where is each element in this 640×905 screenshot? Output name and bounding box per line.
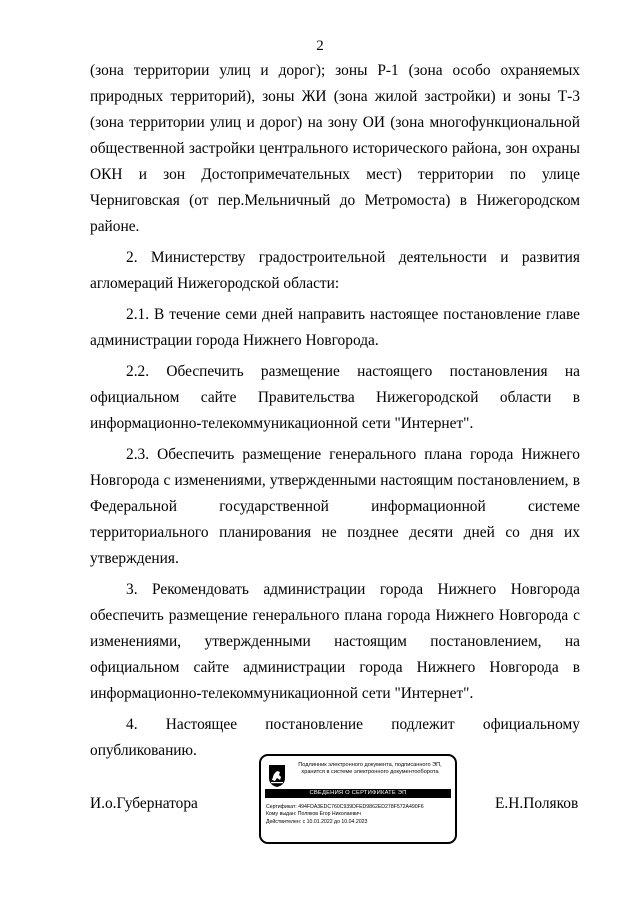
stamp-issued-to: Кому выдан: Поляков Егор Николаевич — [266, 811, 361, 818]
signatory-name: Е.Н.Поляков — [495, 795, 579, 812]
page-number: 2 — [316, 38, 324, 54]
paragraph-item-3: 3. Рекомендовать администрации города Нижнего Новгорода обеспечить размещение генерального плана города Нижнего Новгорода с изменениями, утвержденными настоящим постановлением, на официальном сайте администрации города Нижнего Новгорода в информационно-телекоммуникационной сети "Интернет". — [90, 581, 580, 702]
paragraph-item-4: 4. Настоящее постановление подлежит официальному опубликованию. — [90, 716, 580, 759]
stamp-title-band: СВЕДЕНИЯ О СЕРТИФИКАТЕ ЭП — [265, 789, 451, 798]
stamp-header: Подлинник электронного документа, подписанного ЭП, хранится в системе электронного документооборота — [298, 762, 442, 775]
signatory-position: И.о.Губернатора — [90, 795, 198, 812]
electronic-signature-stamp — [259, 754, 457, 844]
paragraph-item-2-2: 2.2. Обеспечить размещение настоящего постановления на официальном сайте Правительства Нижегородской области в информационно-телекоммуникационной сети "Интернет". — [90, 363, 580, 432]
paragraph-item-2-1: 2.1. В течение семи дней направить настоящее постановление главе администрации города Нижнего Новгорода. — [90, 306, 580, 349]
stamp-valid: Действителен: с 10.01.2022 до 10.04.2023 — [266, 818, 368, 825]
coat-of-arms-icon — [268, 764, 286, 788]
paragraph-continuation: (зона территории улиц и дорог); зоны Р-1 (зона особо охраняемых природных территорий), зоны ЖИ (зона жилой застройки) и зоны Т-3 (зона территории улиц и дорог) на зону ОИ (зона многофункциональной общественной застройки центрального исторического района, зон охраны ОКН и зон Достопримечательных мест) территории по улице Черниговская (от пер.Мельничный до Метромоста) в Нижегородском районе. — [90, 62, 580, 235]
stamp-certificate: Сертификат: 494FDA3EDC760C939DFED9862ED278F572A490F6 — [266, 804, 424, 810]
document-body — [90, 58, 580, 764]
stamp-details — [266, 804, 452, 826]
paragraph-item-2-3: 2.3. Обеспечить размещение генерального плана города Нижнего Новгорода с изменениями, утвержденными настоящим постановлением, в Федеральной государственной информационной системе территориального планирования не позднее десяти дней со дня их утверждения. — [90, 446, 580, 567]
paragraph-item-2: 2. Министерству градостроительной деятельности и развития агломераций Нижегородской области: — [90, 249, 580, 292]
